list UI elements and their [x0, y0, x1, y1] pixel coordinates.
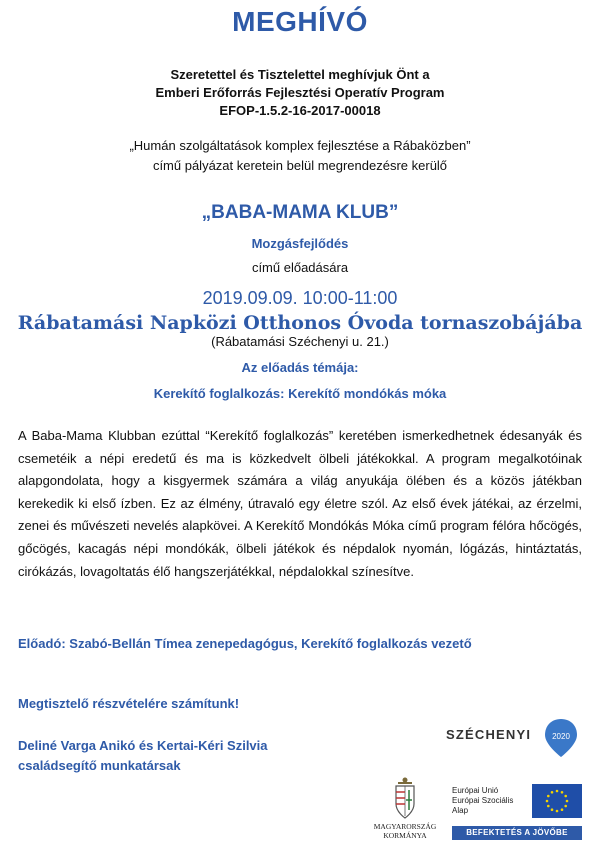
investment-banner: BEFEKTETÉS A JÖVŐBE	[452, 826, 582, 840]
eu-line-1: Európai Unió	[452, 786, 499, 795]
event-topic-suffix: című előadására	[251, 260, 349, 275]
club-name: „BABA-MAMA KLUB”	[201, 202, 399, 223]
szechenyi-year: 2020	[552, 732, 570, 741]
signature-names: Deliné Varga Anikó és Kertai-Kéri Szilvia	[18, 738, 268, 753]
eu-flag-icon	[532, 784, 582, 818]
project-title: „Humán szolgáltatások komplex fejlesztése a Rábaközben”	[129, 138, 471, 153]
eu-line-2: Európai Szociális	[452, 796, 514, 805]
map-pin-icon	[542, 717, 580, 759]
event-address: (Rábatamási Széchenyi u. 21.)	[211, 334, 389, 349]
closing-line: Megtisztelő részvételére számítunk!	[18, 696, 240, 711]
eu-logo	[452, 782, 582, 822]
intro-program-code: EFOP-1.5.2-16-2017-00018	[219, 103, 381, 118]
presenter-line: Előadó: Szabó-Bellán Tímea zenepedagógus, Kerekítő foglalkozás vezető	[18, 636, 472, 651]
szechenyi-logo-text: SZÉCHENYI	[446, 727, 532, 742]
eu-text	[452, 786, 513, 816]
government-line-1: MAGYARORSZÁG	[373, 822, 437, 831]
theme-text: Kerekítő foglalkozás: Kerekítő mondókás móka	[153, 386, 447, 401]
government-logo	[370, 776, 440, 848]
project-subtitle: című pályázat keretein belül megrendezésre kerülő	[152, 158, 448, 173]
government-line-2: KORMÁNYA	[383, 831, 427, 840]
event-topic: Mozgásfejlődés	[251, 236, 349, 251]
government-text	[370, 822, 440, 840]
event-datetime: 2019.09.09. 10:00-11:00	[202, 288, 398, 308]
event-venue: Rábatamási Napközi Otthonos Óvoda tornaszobájába	[17, 312, 583, 334]
intro-line-2: Emberi Erőforrás Fejlesztési Operatív Program	[155, 85, 445, 100]
theme-label: Az előadás témája:	[241, 360, 359, 375]
signature-role: családsegítő munkatársak	[18, 758, 181, 773]
szechenyi-2020-logo	[442, 715, 582, 759]
intro-block	[0, 66, 600, 120]
eu-line-3: Alap	[452, 806, 469, 815]
project-block	[0, 136, 600, 176]
coat-of-arms-icon	[370, 776, 440, 820]
page-title: MEGHÍVÓ	[232, 6, 368, 37]
description-paragraph: A Baba-Mama Klubban ezúttal “Kerekítő foglalkozás” keretében ismerkedhetnek édesanyák és csemetéik a népi eredetű és ma is közkedvelt ölbeli játékokkal. A program megalkotóinak alapgondolata, hogy a kisgyermek számára a világ anyukája ölében és a közös játékban kerekedik ki első ízben. Ez az élmény, útravaló egy életre szól. Az első évek játékai, az érzelmi, zenei és művészeti nevelés alapkövei. A Kerekítő Mondókás Móka című program félóra hőcögés, gőcögés, kacagás népi mondókák, ölbeli játékok és népdalok nyomán, lógázás, hintáztatás, cirókázás, lovagoltatás élő hangszerjátékkal, népdalokkal színesítve.	[18, 428, 582, 579]
intro-line-1: Szeretettel és Tisztelettel meghívjuk Önt a	[170, 67, 430, 82]
